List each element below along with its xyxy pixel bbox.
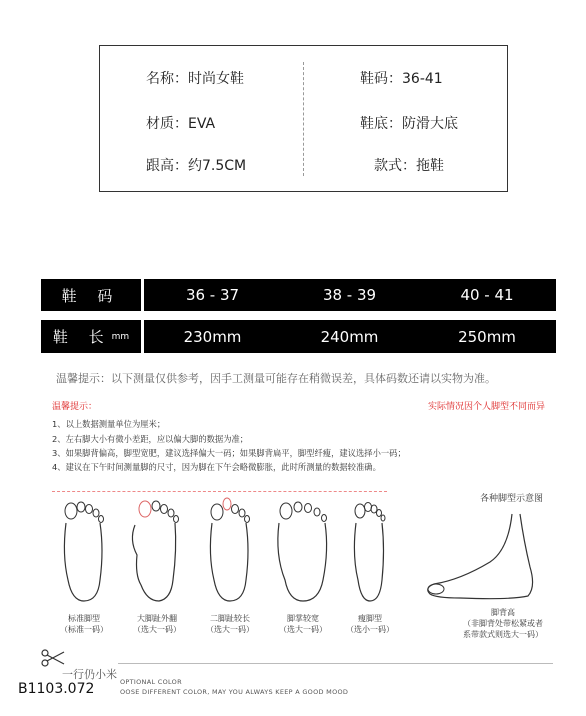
bunion-foot-icon (121, 495, 193, 605)
product-code: B1103.072 (18, 681, 95, 697)
foot-types-title: 各种脚型示意图 (480, 494, 544, 504)
high-instep-label: 脚背高 （非脚背处带松紧或者 系带款式则选大一码） (463, 608, 543, 639)
spec-sole: 鞋底：防滑大底 (360, 116, 458, 132)
high-instep-foot-icon (420, 512, 550, 602)
dotted-divider (52, 491, 387, 492)
spec-style: 款式：拖鞋 (374, 158, 444, 174)
spec-size: 鞋码：36-41 (360, 71, 443, 87)
size-cell: 38 - 39 (322, 286, 377, 304)
notes-right-note: 实际情况因个人脚型不同而异 (428, 402, 546, 412)
note-line: 1、以上数据测量单位为厘米； (52, 419, 166, 429)
measurement-tip: 温馨提示：以下测量仅供参考，因手工测量可能存在稍微误差，具体码数还请以实物为准。 (56, 372, 496, 385)
note-line: 4、建议在下午时间测量脚的尺寸，因为脚在下午会略微膨胀，此时所测量的数据较准确。 (52, 462, 381, 472)
size-header: 鞋 码 (61, 286, 121, 305)
long-second-toe-foot-icon (194, 495, 266, 605)
slim-foot-icon (334, 495, 406, 605)
scissors-icon (40, 648, 66, 668)
foot-label: 脚掌较宽 （选大一码） (279, 614, 327, 634)
spec-name: 名称：时尚女鞋 (146, 71, 244, 87)
spec-heel: 跟高：约7.5CM (146, 158, 247, 174)
size-row (41, 279, 556, 311)
footer-line-1: OPTIONAL COLOR (120, 678, 182, 686)
notes-title: 温馨提示： (52, 402, 98, 412)
note-line: 3、如果脚背偏高，脚型宽肥，建议选择偏大一码；如果脚背扁平，脚型纤瘦，建议选择小一码； (52, 448, 406, 458)
spec-divider (303, 62, 304, 176)
foot-label: 大脚趾外翻 （选大一码） (133, 614, 181, 634)
cut-text: 一行仍小米 (62, 668, 117, 681)
length-cell: 230mm (183, 327, 242, 346)
length-header: 鞋 长 mm (52, 328, 130, 346)
foot-label: 二脚趾较长 （选大一码） (206, 614, 254, 634)
foot-label: 标准脚型 （标准一码） (60, 614, 108, 634)
wide-foot-icon (267, 495, 339, 605)
size-cell: 40 - 41 (460, 286, 514, 304)
length-cell: 240mm (320, 327, 379, 346)
length-row (41, 320, 556, 353)
spec-material: 材质：EVA (146, 116, 216, 132)
note-line: 2、左右脚大小有微小差距，应以偏大脚的数据为准； (52, 434, 249, 444)
length-cell: 250mm (458, 327, 516, 346)
foot-label: 瘦脚型 （选小一码） (346, 614, 394, 634)
standard-foot-icon (48, 495, 120, 605)
size-cell: 36 - 37 (185, 286, 240, 304)
footer-divider (118, 663, 553, 664)
footer-line-2: OOSE DIFFERENT COLOR, MAY YOU ALWAYS KEEP A GOOD MOOD (120, 688, 349, 696)
